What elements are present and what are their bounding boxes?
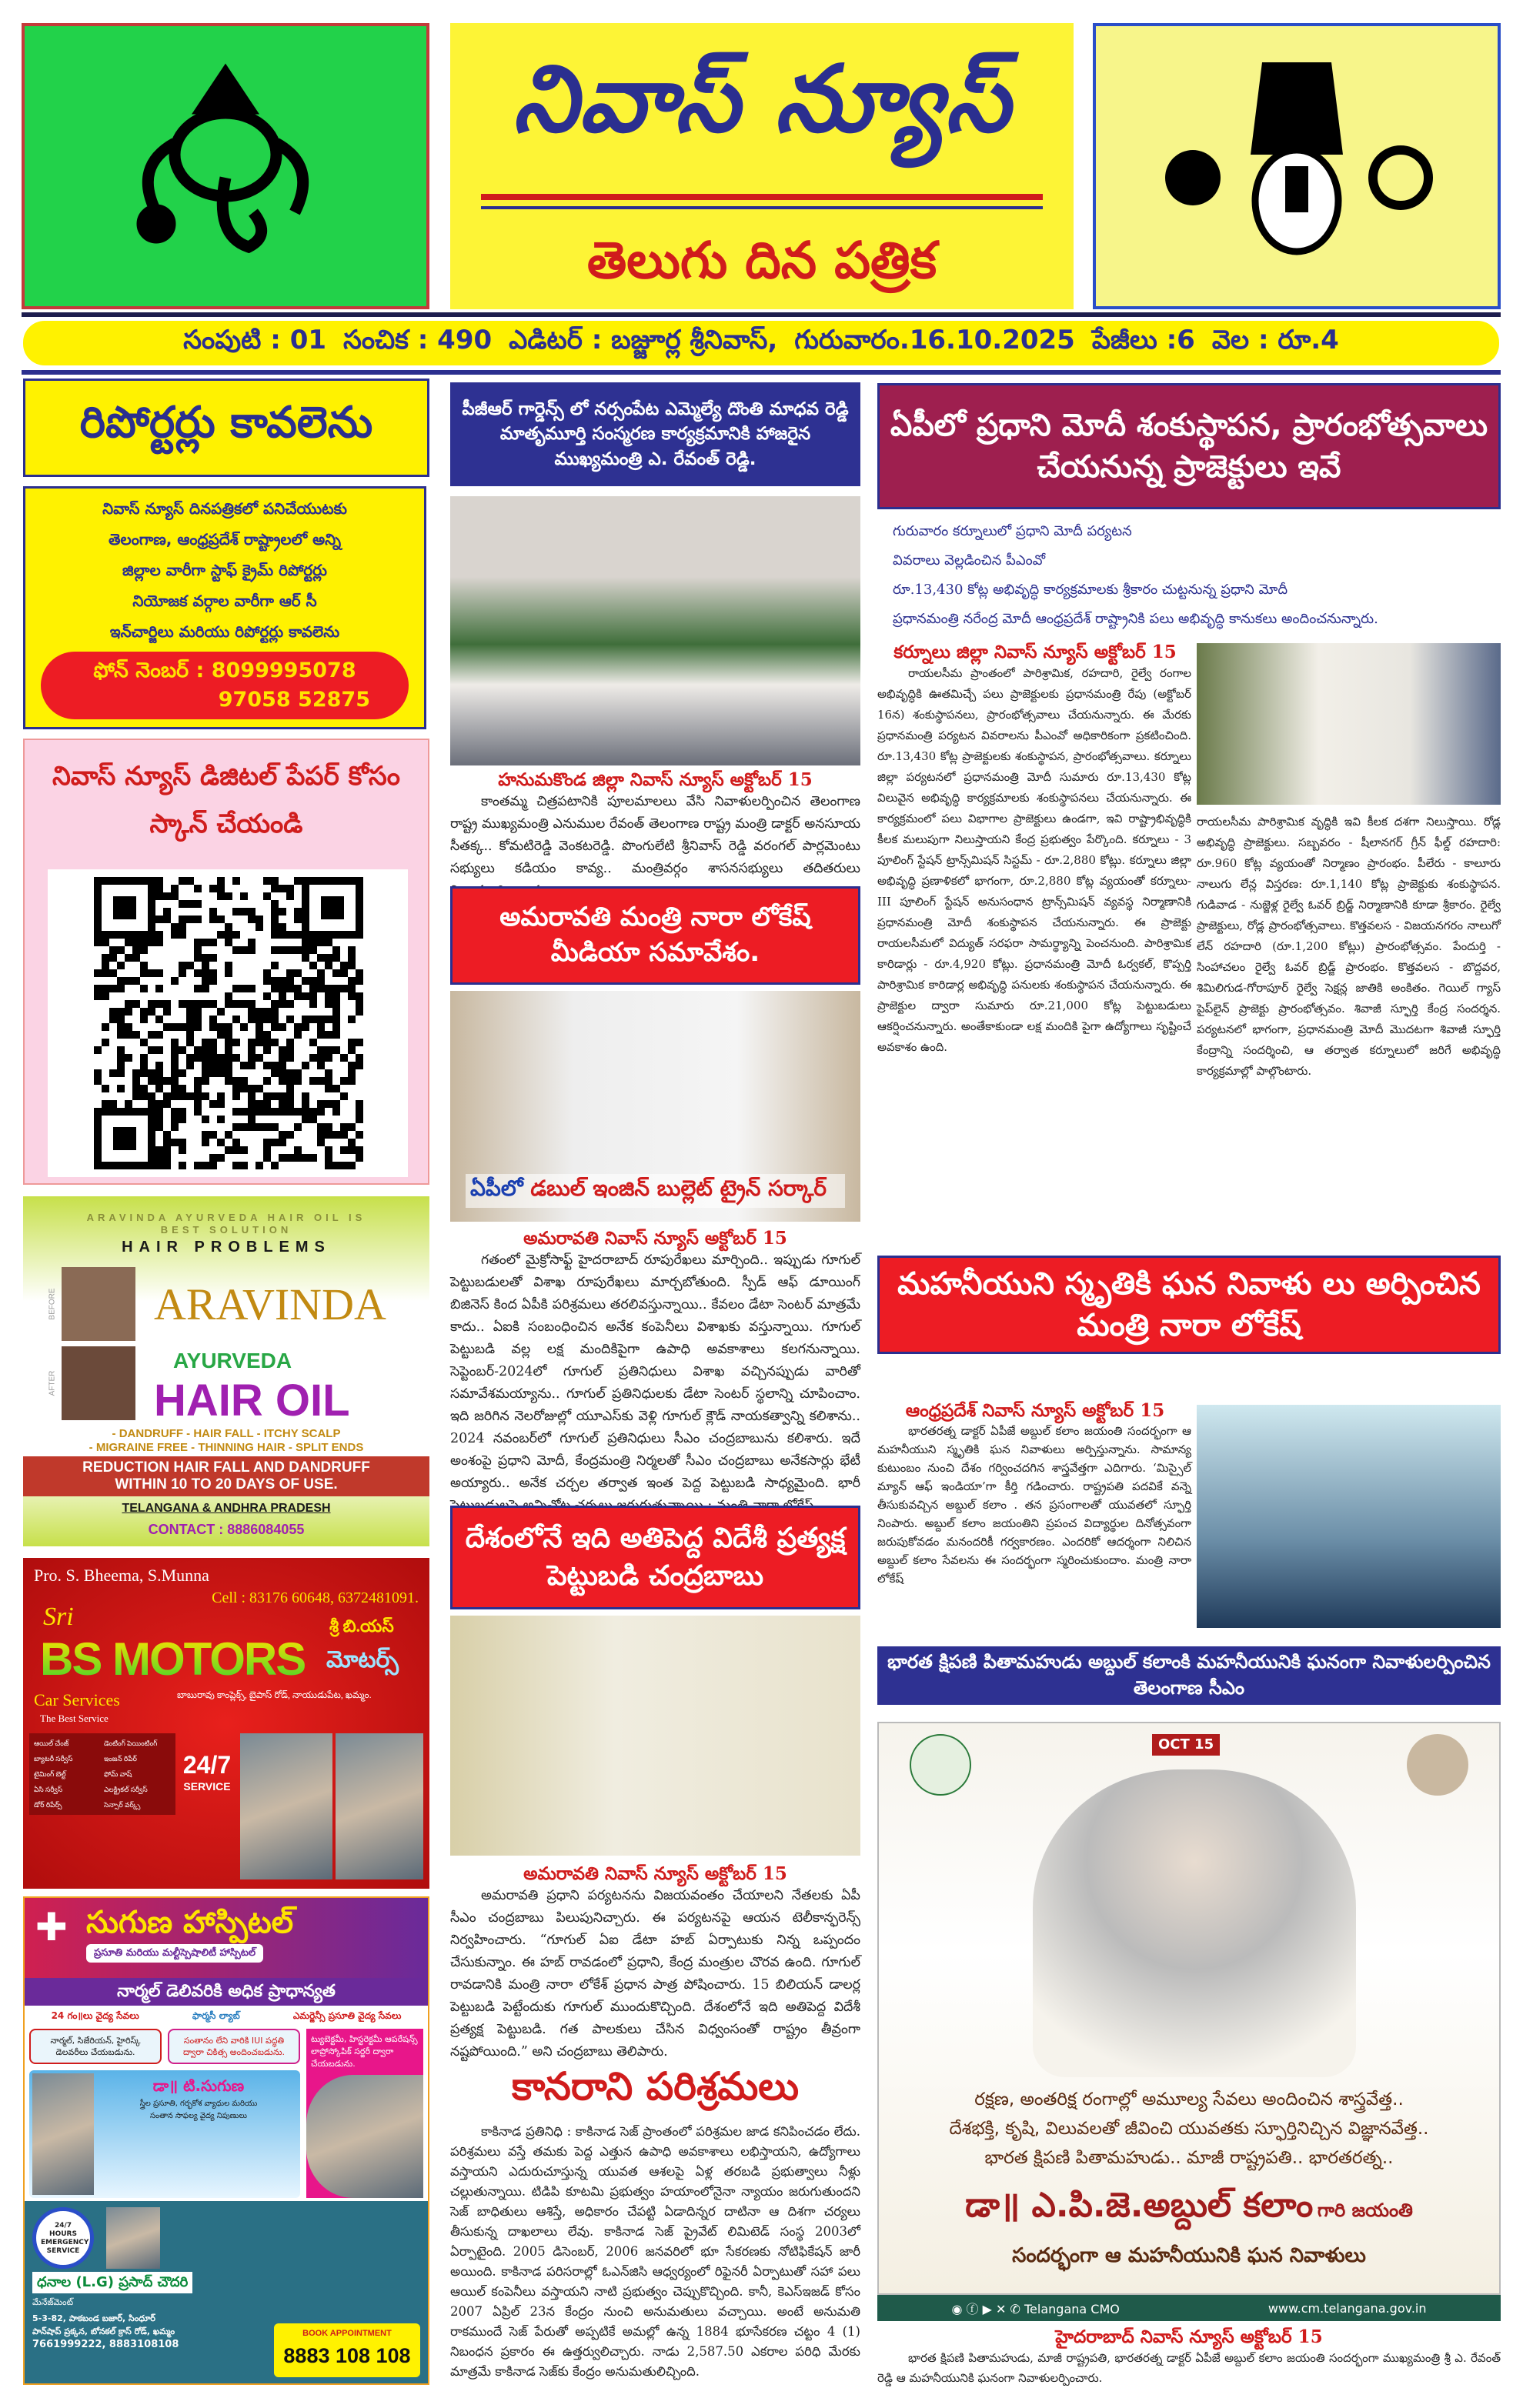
headline-telangana-cm-kalam: భారత క్షిపణి పితామహుడు అబ్దుల్ కలాంకి మహనీయునికి ఘనంగా నివాళులర్పించిన తెలంగాణ సీఎం	[877, 1646, 1501, 1705]
band-line: WITHIN 10 TO 20 DAYS OF USE.	[115, 1476, 338, 1492]
service-item: ఫోమ్ వాష్	[104, 1770, 132, 1778]
hospital-features	[25, 2006, 428, 2026]
dateline: అమరావతి నివాస్ న్యూస్ అక్టోబర్ 15	[523, 1863, 787, 1884]
reporters-ad-body	[30, 493, 419, 647]
kalam-tribute-poster	[877, 1722, 1501, 2295]
footer-band	[25, 2201, 428, 2383]
before-photo	[62, 1267, 135, 1341]
poster-date: OCT 15	[1152, 1734, 1220, 1756]
benefits: - DANDRUFF - HAIR FALL - ITCHY SCALP	[112, 1427, 341, 1440]
divider	[22, 370, 1501, 375]
benefits: - MIGRAINE FREE - THINNING HAIR - SPLIT ENDS	[89, 1441, 364, 1454]
ad-tagline: ARAVINDA AYURVEDA HAIR OIL IS	[86, 1212, 366, 1223]
masthead-ganesha-panel	[22, 23, 429, 309]
ad-line: తెలంగాణ, ఆంధ్రప్రదేశ్ రాష్ట్రాలలో అన్ని	[108, 530, 342, 549]
address-line: 5-3-82, పాకబండ బజార్, సింధూర్	[32, 2313, 155, 2323]
poster-line: రక్షణ, అంతరిక్ష రంగాల్లో అమూల్య సేవలు అందించిన శాస్త్రవేత్త..	[974, 2089, 1404, 2110]
venkateswara-icon	[1158, 43, 1435, 289]
cmo-url[interactable]: www.cm.telangana.gov.in	[1267, 2300, 1427, 2316]
service-item: డోర్ రిపేర్స్	[34, 1801, 62, 1809]
car-services: Car Services	[34, 1690, 120, 1709]
revanth-event-photo	[450, 496, 860, 765]
headline-kakinada-sez: కానరాని పరిశ్రమలు	[511, 2064, 800, 2109]
doctor-name: డా॥ టి.సుగుణ	[152, 2076, 245, 2095]
brand-name: ARAVINDA	[154, 1279, 386, 1329]
footer-badges	[32, 2207, 268, 2269]
before-label: BEFORE	[48, 1288, 57, 1320]
article-body: భారత క్షిపణి పితామహుడు, మాజీ రాష్ట్రపతి, భారతరత్న డాక్టర్ ఏపీజే అబ్దుల్ కలాం జయంతి సందర్భంగా ముఖ్యమంత్రి శ్రీ ఎ. రేవంత్ రెడ్డి ఆ మహనీయునికి ఘనంగా నివాళులర్పించారు.	[877, 2351, 1501, 2385]
sri-label: Sri	[43, 1603, 74, 1631]
address: బాబురావు కాంప్లెక్స్, బైపాస్ రోడ్, నాయుడుపేట, ఖమ్మం.	[177, 1689, 372, 1700]
price: వెల : రూ.4	[1211, 325, 1339, 355]
bs-motors-logo: BS MOTORS	[40, 1633, 306, 1685]
hospital-header	[25, 1898, 428, 1978]
headline-modi-projects: ఏపీలో ప్రధాని మోదీ శంకుస్థాపన, ప్రారంభోత్సవాలు చేయనున్న ప్రాజెక్టులు ఇవే	[877, 383, 1501, 509]
telangana-emblem	[910, 1734, 971, 1796]
poster-name-suffix: గారి జయంతి	[1317, 2200, 1413, 2221]
article-body: రాయలసీమ పారిశ్రామిక వృద్ధికి ఇవి కీలక దశగా నిలుస్తాయి. రోడ్ల అభివృద్ధి ప్రాజెక్టులు. సబ్బవరం - షీలానగర్ గ్రీన్ ఫీల్డ్ రహదారి: రూ.960 కోట్ల వ్యయంతో నిర్మాణం ప్రారంభం. పీలేరు - కాలూరు నాలుగు లేన్ల విస్తరణ: రూ.1,140 కోట్ల ప్రాజెక్టుకు శంకుస్థాపన. గుడివాడ - నుజ్జెళ్ల రైల్వే ఓవర్ బ్రిడ్జ్ నిర్మాణానికి కూడా శ్రీకారం. రైల్వే ప్రాజెక్టులు, రోడ్ల ప్రారంభోత్సవాలు. కొత్తవలస - విజయనగరం నాలుగో లేన్ రహదారి (రూ.1,200 కోట్లు) ప్రారంభోత్సవం. పేందుర్తి - సింహాచలం రైల్వే ఓవర్ బ్రిడ్జ్ ప్రారంభం. కొత్తవలస - బొద్దవర, శిమిలిగుడ-గోరాపూర్ రైల్వే సెక్షన్ల జాతికి అంకితం. గెయిల్ గ్యాస్ పైప్‌లైన్ ప్రాజెక్టు ప్రారంభోత్సవం. శివాజీ స్ఫూర్తి కేంద్ర సందర్శన. పర్యటనలో భాగంగా, ప్రధానమంత్రి మోదీ మొదటగా శివాజీ స్ఫూర్తి కేంద్రాన్ని సందర్శించి, ఆ తర్వాత కర్నూలులో జరిగే అభివృద్ధి కార్యక్రమాల్లో పాల్గొంటారు.	[1197, 815, 1501, 1078]
proprietors: Pro. S. Bheema, S.Munna	[34, 1566, 209, 1585]
phone-number-2: 97058 52875	[218, 688, 370, 712]
poster-name: డా॥ ఎ.పి.జె.అబ్దుల్ కలాం	[965, 2186, 1314, 2225]
doctor-card	[29, 2070, 300, 2198]
title-rule-blue	[481, 206, 1043, 209]
article-body: రాయలసీమ ప్రాంతంలో పారిశ్రామిక, రహదారి, రైల్వే రంగాల అభివృద్ధికి ఊతమిచ్చే పలు ప్రాజెక్టులకు ప్రధానమంత్రి రేపు (అక్టోబర్ 16న) శంకుస్థాపనలు, ప్రారంభోత్సవాలు చేయనున్నారు. ఈ మేరకు ప్రధానమంత్రి పర్యటన వివరాలను పీఎంవో అధికారికంగా ప్రకటించింది. రూ.13,430 కోట్ల ప్రాజెక్టులకు శంకుస్థాపన, ప్రారంభోత్సవాలు. కర్నూలు జిల్లా పర్యటనలో ప్రధానమంత్రి మోదీ సుమారు రూ.13,430 కోట్ల విలువైన అభివృద్ధి కార్యక్రమాలకు శంకుస్థాపనలు చేయనున్నారు. ఈ కార్యక్రమంలో పలు విభాగాల ప్రాజెక్టులు ఉండగా, ఇవి రాష్ట్రాభివృద్ధికి కీలక మలుపుగా నిలుస్తాయని కేంద్ర ప్రభుత్వం పేర్కొంది. కర్నూలు - 3 పూలింగ్ స్టేషన్ ట్రాన్స్‌మిషన్ సిస్టమ్ - రూ.2,880 కోట్లు. కర్నూలు జిల్లా అభివృద్ధి ప్రణాళికలో భాగంగా, రూ.2,880 కోట్ల వ్యయంతో కర్నూలు-III పూలింగ్ స్టేషన్ అనుసంధాన ట్రాన్స్‌మిషన్ వ్యవస్థ నిర్మాణానికి ప్రధానమంత్రి మోదీ శంకుస్థాపన చేయనున్నారు. ఈ ప్రాజెక్టు రాయలసీమలో విద్యుత్ సరఫరా సామర్థ్యాన్ని పెంచనుంది. పారిశ్రామిక కారిడార్లు - రూ.4,920 కోట్లు. ప్రధానమంత్రి మోదీ ఓర్వకల్, కొప్పర్తి పారిశ్రామిక కారిడార్ల అభివృద్ధి పనులకు శంకుస్థాపన చేయనున్నారు. ఈ ప్రాజెక్టుల ద్వారా సుమారు రూ.21,000 కోట్ల పెట్టుబడులు ఆకర్షించనున్నారు. అంతేకాకుండా లక్ష మందికి పైగా ఉద్యోగాలు సృష్టించే అవకాశం ఉంది.	[877, 666, 1191, 1054]
headline-lokesh-kalam: మహనీయుని స్మృతికి ఘన నివాళు లు అర్పించిన మంత్రి నారా లోకేష్	[877, 1256, 1501, 1354]
photo-caption	[466, 1174, 845, 1208]
ganesha-icon	[110, 51, 341, 282]
poster-text	[879, 2085, 1499, 2173]
qr-title: నివాస్ న్యూస్ డిజిటల్ పేపర్ కోసం స్కాన్ చేయండి	[52, 761, 400, 839]
digital-paper-qr-box	[23, 739, 429, 1185]
lokesh-photo	[450, 991, 860, 1222]
service-item: టైమింగ్ బెల్ట్	[34, 1770, 66, 1778]
doctor-desc: సంతాన సాఫల్య వైద్య నిపుణులు	[150, 2112, 247, 2120]
chandrababu-photo	[450, 1616, 860, 1856]
dateline: ఆంధ్రప్రదేశ్ నివాస్ న్యూస్ అక్టోబర్ 15	[905, 1400, 1165, 1421]
book-label: BOOK APPOINTMENT	[302, 2329, 392, 2338]
book-appointment[interactable]	[274, 2323, 420, 2377]
service-box: ట్యుబెక్టమీ, హిస్టరెక్టమీ ఆపరేషన్స్ లాప్రోస్కోపిక్ సర్జరీ ద్వారా చేయబడును.	[311, 2034, 418, 2069]
cell-number: Cell : 83176 60648, 6372481091.	[212, 1589, 419, 1606]
surgery-photo	[306, 2075, 423, 2198]
badge-text: SERVICE	[183, 1780, 231, 1793]
address-line: 7661999222, 8883108108	[32, 2339, 179, 2350]
service-item: ఆయిల్ చేంజ్	[34, 1739, 69, 1747]
divider	[22, 312, 1501, 317]
hospital-services-row	[25, 2026, 428, 2201]
telugu-name: మోటర్స్	[326, 1647, 399, 1673]
dateline: హనుమకొండ జిల్లా నివాస్ న్యూస్ అక్టోబర్ 15	[498, 769, 813, 790]
article-body: గతంలో మైక్రోసాఫ్ట్ హైదరాబాద్ రూపురేఖలు మార్చింది.. ఇప్పుడు గూగుల్ పెట్టుబడులతో విశాఖ రూపురేఖలు మార్చబోతుంది. స్పీడ్ ఆఫ్ డూయింగ్ బిజినెస్ కింద ఏపీకి పరిశ్రమలు తరలివస్తున్నాయి.. కేవలం డేటా సెంటర్ మాత్రమే కాదు.. ఏఐకి సంబంధించిన అనేక కంపెనీలు విశాఖకు వస్తున్నాయి. గూగుల్ పెట్టుబడి వల్ల లక్ష మందికిపైగా ఉపాధి అవకాశాలు కలగనున్నాయి. సెప్టెంబర్-2024లో గూగుల్ ప్రతినిధులు విశాఖ వచ్చినప్పుడు వారితో సమావేశమయ్యాను.. గూగుల్ ప్రతినిధులకు డేటా సెంటర్ స్థలాన్ని చూపించాం. ఇది జరిగిన నెలరోజుల్లో యూఎస్‌కు వెళ్లి గూగుల్ క్లౌడ్ నాయకత్వాన్ని కలిశాను.. 2024 నవంబర్‌లో గూగుల్ ప్రతినిధులు సీఎం చంద్రబాబును కలిశారు. ఇదే అంశంపై ప్రధాని మోదీ, కేంద్రమంత్రి నిర్మలతో సీఎం చంద్రబాబు అనేకసార్లు భేటీ అయ్యారు.. అనేక చర్చల తర్వాత ఇంత పెద్ద పెట్టుబడి సాధ్యమైంది. భారీ	[450, 1252, 860, 1491]
article-body: అమరావతి ప్రధాని పర్యటనను విజయవంతం చేయాలని నేతలకు ఏపీ సీఎం చంద్రబాబు పిలుపునిచ్చారు. ఈ పర్యటనపై ఆయన టెలీకాన్ఫరెన్స్ నిర్వహించారు. “గూగుల్ ఏఐ డేటా హబ్ ఏర్పాటుకు నిన్న ఒప్పందం చేసుకున్నాం. ఈ హబ్ రావడంలో ప్రధాని, కేంద్ర మంత్రుల చొరవ ఉంది. గూగుల్ రావడానికి మంత్రి నారా లోకేశ్ ప్రధాన పాత్ర పోషించారు. 15 బిలియన్ డాలర్ల పెట్టుబడి పెట్టేందుకు గూగుల్ ముందుకొచ్చింది. దేశంలోనే ఇది అతిపెద్ద విదేశీ ప్రత్యక్ష పెట్టుబడి. గత పాలకులు చేసిన విధ్వంసంతో రాష్ట్రం తీవ్రంగా నష్టపోయింది.” అని చంద్రబాబు తెలిపారు.	[450, 1888, 860, 2059]
intro-line: వివరాలు వెల్లడించిన పీఎంవో	[893, 552, 1046, 569]
feature: 24 గం॥లు వైద్య సేవలు	[51, 2010, 139, 2021]
feature: ఫార్మసీ ల్యాబ్	[192, 2010, 240, 2021]
phone-number: ఫోన్ నెంబర్ : 8099995078	[93, 659, 356, 682]
aravinda-hair-oil-ad	[23, 1196, 429, 1546]
article-body: భారతరత్న డాక్టర్ ఏపీజే అబ్దుల్ కలాం జయంతి సందర్భంగా ఆ మహనీయుని స్మృతికి ఘన నివాళులు అర్పిస్తున్నాను. సామాన్య కుటుంబం నుంచి దేశం గర్వించదగిన శాస్త్రవేత్తగా ఎదిగారు. ‘మిస్సైల్ మ్యాన్ ఆఫ్ ఇండియా’గా కీర్తి గడించారు. రాష్ట్రపతి పదవికే వన్నె తీసుకువచ్చిన అబ్దుల్ కలాం . తన ప్రసంగాలతో యువతలో స్ఫూర్తి నింపారు. అబ్దుల్ కలాం జయంతిని ప్రపంచ విద్యార్థుల దినోత్సవంగా జరుపుకోవడం మనందరికీ గర్వకారణం. ఎందరికో ఆదర్శంగా నిలిచిన అబ్దుల్ కలాం సేవలను ఈ సందర్భంగా స్మరించుకుందాం. మంత్రి నారా లోకేష్	[877, 1424, 1191, 1586]
doctor-info	[100, 2073, 297, 2195]
dateline: కర్నూలు జిల్లా నివాస్ న్యూస్ అక్టోబర్ 15	[893, 642, 1177, 662]
mechanic-photo	[240, 1733, 332, 1879]
poster-name-line	[879, 2179, 1499, 2233]
footer-left	[32, 2207, 268, 2377]
service-item: ఇంజన్ రిపేర్	[104, 1755, 137, 1763]
ad-tagline: BEST SOLUTION	[160, 1224, 292, 1236]
ayurveda-label: AYURVEDA	[173, 1349, 292, 1372]
hair-oil-label: HAIR OIL	[154, 1376, 350, 1426]
emergency-badge: 24/7 HOURS EMERGENCY SERVICE	[32, 2207, 94, 2269]
page-count: పేజీలు :6	[1091, 325, 1195, 355]
doctor-photo	[32, 2073, 94, 2195]
service-item: ఏసి సర్వీస్	[34, 1786, 63, 1793]
issue-number: సంచిక : 490	[343, 325, 493, 355]
kalam-portrait	[1033, 1769, 1356, 2077]
poster-tribute: సందర్భంగా ఆ మహనీయునికి ఘన నివాళులు	[1012, 2244, 1366, 2267]
caption-part: డబుల్ ఇంజిన్ బుల్లెట్ ట్రైన్ సర్కార్	[530, 1176, 827, 1201]
newspaper-subtitle: తెలుగు దిన పత్రిక	[586, 231, 937, 290]
manager-role: మేనేజ్‌మెంట్	[32, 2297, 74, 2307]
cmo-handle: Telangana CMO	[1024, 2301, 1120, 2316]
headline-revanth-pgr: పీజీఆర్ గార్డెన్స్ లో నర్సంపేట ఎమ్మెల్యే దొంతి మాధవ రెడ్డి మాతృమూర్తి సంస్మరణ కార్యక్రమానికి హాజరైన ముఖ్యమంత్రి ఎ. రేవంత్ రెడ్డి.	[450, 382, 860, 486]
after-label: AFTER	[48, 1370, 57, 1396]
hospital-tagline: నార్మల్ డెలివరికి అధిక ప్రాధాన్యత	[25, 1978, 428, 2006]
service-item: సెన్సార్ వర్క్స్	[104, 1801, 141, 1809]
services-left	[29, 2029, 300, 2198]
intro-line: గురువారం కర్నూలులో ప్రధాని మోదీ పర్యటన	[893, 523, 1132, 539]
ad-line: ఇన్‌చార్జిలు మరియు రిపోర్టర్లు కావలెను	[109, 622, 340, 641]
best-service: The Best Service	[40, 1713, 109, 1724]
reporters-wanted-title-box	[23, 379, 429, 477]
newspaper-title: నివాస్ న్యూస్	[513, 46, 1011, 153]
cm-avatar	[1407, 1734, 1468, 1796]
ad-line: నివాస్ న్యూస్ దినపత్రికలో పనిచేయుటకు	[102, 499, 347, 518]
service-item: బ్యాటరీ సర్వీస్	[34, 1755, 73, 1763]
qr-code[interactable]	[94, 877, 363, 1169]
modi-naidu-photo	[1197, 643, 1501, 805]
book-number: 8883 108 108	[283, 2344, 411, 2367]
telugu-name: శ్రీ బి.యస్	[329, 1616, 394, 1636]
suguna-hospital-ad	[23, 1896, 429, 2385]
volume: సంపుటి : 01	[183, 325, 327, 355]
poster-line: దేశభక్తి, కృషి, విలువలతో జీవించి యువతకు స్ఫూర్తినిచ్చిన విజ్ఞానవేత్త..	[949, 2119, 1429, 2139]
masthead-deity-panel	[1093, 23, 1501, 309]
caption-part: ఏపీలో	[470, 1176, 523, 1201]
bs-motors-ad	[23, 1558, 429, 1889]
editor: ఎడిటర్ : బజ్జూర్ల శ్రీనివాస్,	[509, 325, 778, 355]
modi-intro	[893, 517, 1501, 637]
dateline: అమరావతి నివాస్ న్యూస్ అక్టోబర్ 15	[523, 1228, 787, 1249]
poster-line: భారత క్షిపణి పితామహుడు.. మాజీ రాష్ట్రపతి.. భారతరత్న..	[984, 2148, 1394, 2168]
band-line: REDUCTION HAIR FALL AND DANDRUFF	[82, 1459, 370, 1476]
mechanic-photo	[336, 1733, 423, 1879]
feature: ఎమర్జెన్సీ ప్రసూతి వైద్య సేవలు	[292, 2010, 402, 2021]
ad-line: జిల్లాల వారీగా స్టాఫ్ క్రైమ్ రిపోర్టర్లు	[122, 561, 327, 579]
service-item: ఎలక్ట్రికల్ సర్వీస్	[104, 1786, 148, 1793]
hospital-address	[32, 2312, 268, 2351]
article-body: కాంతమ్మ చిత్రపటానికి పూలమాలలు వేసి నివాళులర్పించిన తెలంగాణ రాష్ట్ర ముఖ్యమంత్రి ఎనుముల రేవంత్ తెలంగాణ రాష్ట్ర మంత్రి డాక్టర్ అనసూయ సీతక్క.. కోమటిరెడ్డి వెంకటరెడ్డి. పొంగులేటి శ్రీనివాస్ రెడ్డి వరంగల్ పార్లమెంటు సభ్యులు కడియం కావ్య.. మంత్రివర్గం శాసనసభ్యులు తదితరులు	[450, 794, 860, 876]
after-photo	[62, 1346, 135, 1420]
badge-text: 24/7	[182, 1751, 232, 1779]
contact: CONTACT : 8886084055	[148, 1522, 305, 1537]
title-rule	[481, 194, 1043, 200]
service-item: డెంటింగ్ పెయింటింగ్	[104, 1739, 158, 1747]
services-right	[306, 2029, 423, 2198]
kalam-photo	[1197, 1405, 1501, 1628]
headline-lokesh-media: అమరావతి మంత్రి నారా లోకేష్ మీడియా సమావేశం.	[450, 886, 860, 985]
services-list	[29, 1733, 175, 1815]
hospital-name: సుగుణ హాస్పిటల్	[86, 1905, 294, 1940]
headline-chandrababu-fdi: దేశంలోనే ఇది అతిపెద్ద విదేశీ ప్రత్యక్ష పెట్టుబడి చంద్రబాబు	[450, 1506, 860, 1609]
reporters-wanted-ad	[23, 486, 426, 729]
reporters-wanted-title: రిపోర్టర్లు కావలెను	[79, 397, 373, 448]
address-line: పాన్‌షాప్ ప్రక్కన, బోనకల్ క్రాస్ రోడ్, ఖమ్మం	[32, 2326, 175, 2336]
social-icons: ◉ ⓕ ▶ ✕ ✆ Telangana CMO	[951, 2301, 1120, 2316]
intro-line: ప్రధానమంత్రి నరేంద్ర మోదీ ఆంధ్రప్రదేశ్ రాష్ట్రానికి పలు అభివృద్ధి కానుకలు అందించనున్నారు.	[893, 611, 1378, 627]
issue-info-bar	[23, 321, 1499, 365]
manager-photo	[106, 2207, 160, 2269]
article-body: కాకినాడ ప్రతినిధి : కాకినాడ సెజ్ ప్రాంతంలో పరిశ్రమల జాడ కనిపించడం లేదు. పరిశ్రమలు వస్తే తమకు పెద్ద ఎత్తున ఉపాధి అవకాశాలు లభిస్తాయని, ఉద్యోగాలు వస్తాయని ఎదురుచూస్తున్న యువత ఆశలపై ఏళ్ల తరబడి ప్రభుత్వాలు నీళ్లు చల్లుతున్నాయి. టిడిపి కూటమి ప్రభుత్వం హయాంలోనైనా న్యాయం జరుగుతుందని సెజ్ బాధితులు ఆశిస్తే, అధికారం చేపట్టి ఏడాదిన్నర దాటినా ఆ దిశగా చర్యలు తీసుకున్న దాఖలాలు లేవు. కాకినాడ సెజ్ ప్రైవేట్ లిమిటెడ్ సంస్థ 2003లో ఏర్పాటైంది. 2005 డిసెంబర్, 2006 జనవరిలో భూ సేకరణకు నోటిఫికేషన్ జారీ అయింది. కాకినాడ పరిసరాల్లో ఓఎన్‌జిసి ఆధ్వర్యంలో రిఫైనరీ ఏర్పాటుతో సహా పలు ఆయిల్ కంపెనీలు వస్తాయని నాటి ప్రభుత్వం చెప్పుకొచ్చింది. కానీ, కెఎస్ఇజడ్ కోసం 2007 ఏప్రిల్ 23న కేంద్రం నుంచి అనుమతులు వచ్చాయి. అంటే అనుమతి రాకముందే సెజ్ పేరుతో అప్పటికే అమల్లో ఉన్న 1884 భూసేకరణ చట్టం 4 (1) నిబంధన ప్రకారం ఈ ఉత్తర్వులిచ్చారు. నాడు 2,587.50 ఎకరాల పరిధి మేరకు మాత్రమే కాకినాడ సెజ్‌కు కేంద్రం అనుమతులిచ్చింది.	[450, 2124, 860, 2379]
manager-name: ధనాల (L.G) ప్రసాద్ చౌదరి	[32, 2272, 192, 2293]
intro-line: రూ.13,430 కోట్ల అభివృద్ధి కార్యక్రమాలకు శ్రీకారం చుట్టనున్న ప్రధాని మోదీ	[893, 582, 1288, 598]
hospital-cross-icon: ✚	[35, 1905, 68, 1949]
ad-tagline: HAIR PROBLEMS	[122, 1239, 331, 1256]
hospital-subtitle: ప్రసూతి మరియు మల్టీస్పెషాలిటీ హాస్పిటల్	[86, 1944, 263, 1963]
doctor-desc: స్త్రీల ప్రసూతి, గర్భకోశ వ్యాధుల మరియు	[139, 2099, 258, 2108]
service-box: సంతానం లేని వారికి IUI పద్ధతి ద్వారా చికిత్స అందించబడును.	[168, 2029, 300, 2064]
benefit-band	[23, 1456, 429, 1496]
service-box: నార్మల్, సిజేరియన్, హైరిస్క్ డెలవరీలు చేయబడును.	[29, 2029, 162, 2064]
poster-footer	[877, 2295, 1501, 2321]
24x7-badge	[179, 1750, 235, 1793]
region: TELANGANA & ANDHRA PRADESH	[122, 1502, 331, 1515]
phone-pill	[41, 652, 409, 719]
service-boxes	[29, 2029, 300, 2064]
dateline: హైదరాబాద్ నివాస్ న్యూస్ అక్టోబర్ 15	[1055, 2326, 1323, 2347]
ad-line: నియోజక వర్గాల వారీగా ఆర్ సీ	[132, 592, 317, 610]
masthead-title-panel	[450, 23, 1074, 309]
date: గురువారం.16.10.2025	[794, 325, 1075, 355]
